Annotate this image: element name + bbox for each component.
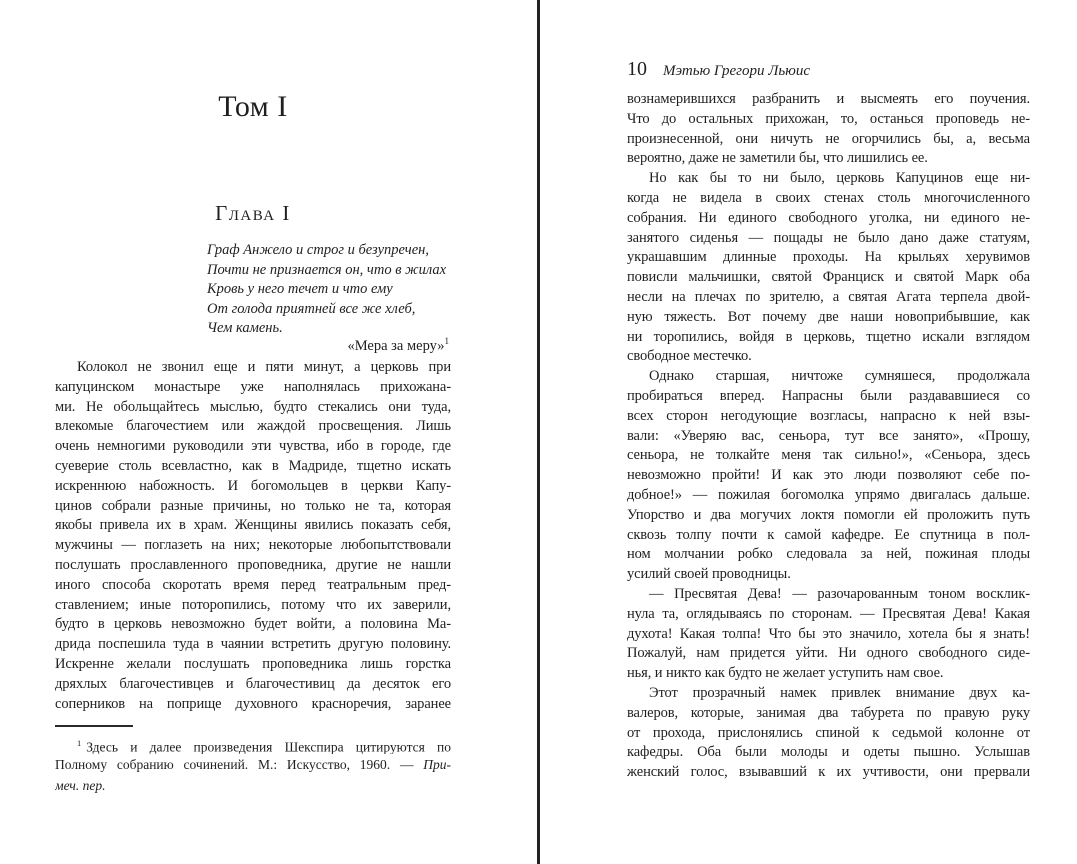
body-line: дряхлых благочестивцев и благочестивиц да десяток его bbox=[55, 675, 451, 692]
body-line: украшавшим длинные проходы. На крыльях херувимов bbox=[627, 249, 1030, 266]
running-title: Мэтью Грегори Льюис bbox=[663, 63, 810, 79]
paragraph bbox=[627, 585, 1030, 684]
body-line: собрания. Ни единого свободного уголка, ни единого не- bbox=[627, 209, 1030, 226]
body-line: мужчины — поглазеть на них; некоторые любопытствовали bbox=[55, 537, 451, 554]
epigraph-line: От голода приятней все же хлеб, bbox=[207, 300, 416, 317]
body-line: Что до остальных прихожан, то, останься проповедь не- bbox=[627, 110, 1030, 127]
body-line: ном молчании робко следовала за ней, пожиная плоды bbox=[627, 546, 1030, 563]
footnote-rule bbox=[55, 725, 133, 727]
body-line: сеньора, не толкайте меня так сильно!», «Сеньора, здесь bbox=[627, 447, 1030, 464]
footnote-marker: 1 bbox=[77, 738, 82, 748]
body-line: ни торопились, войдя в церковь, тщетно искали взглядом bbox=[627, 328, 1030, 345]
page-divider bbox=[537, 0, 540, 864]
epigraph-source bbox=[55, 336, 449, 355]
body-line: несли на плечах по зрителю, а святая Агата терпела двой- bbox=[627, 288, 1030, 305]
epigraph-source-text: «Мера за меру» bbox=[347, 337, 445, 354]
footnote-line: Полному собранию сочинений. М.: Искусство, 1960. — При- bbox=[55, 757, 451, 772]
footnote-italic-text: При- bbox=[423, 757, 451, 772]
body-line: Искренне желали послушать проповедника лишь горстка bbox=[55, 655, 451, 672]
body-line: Однако старшая, ничтоже сумняшеся, продолжала bbox=[649, 368, 1030, 385]
body-line: ставлением; иные поторопились, потому что их заверили, bbox=[55, 596, 451, 613]
body-line: вознамерившихся разбранить и высмеять его поучения. bbox=[627, 91, 1030, 107]
body-line: когда не видела в своих стенах столь многочисленного bbox=[627, 189, 1030, 206]
body-line: Упорство и два могучих локтя помогли ей проложить путь bbox=[627, 506, 1030, 523]
body-line: вали: «Уверяю вас, сеньора, тут все занято», «Прошу, bbox=[627, 427, 1030, 444]
footnote-line bbox=[55, 775, 451, 796]
body-line: нула та, оглядываясь по сторонам. — Пресвятая Дева! Какая bbox=[627, 605, 1030, 622]
body-line: будто в церковь невозможно будет войти, а половина Ма- bbox=[55, 616, 451, 633]
paragraph bbox=[627, 169, 1030, 367]
paragraph bbox=[627, 684, 1030, 783]
left-page-body bbox=[55, 358, 451, 714]
body-line: усилий своей проводницы. bbox=[627, 566, 791, 583]
body-line: вероятно, даже не заметили бы, что лишились ее. bbox=[627, 150, 928, 167]
body-line: якобы привела их в храм. Женщины явились показать себя, bbox=[55, 517, 451, 534]
epigraph-line: Почти не признается он, что в жилах bbox=[207, 261, 447, 278]
body-line: очень немногими руководили эти чувства, ибо в городе, где bbox=[55, 438, 451, 455]
body-line: добное!» — пожилая богомолка упрямо двигалась дальше. bbox=[627, 486, 1030, 503]
body-line: нья, и никто как будто не желает уступить нам свое. bbox=[627, 665, 944, 682]
body-line: ми. Не обольщайтесь мыслью, будто стекались они туда, bbox=[55, 398, 451, 415]
body-line: Колокол не звонил еще и пяти минут, а церковь при bbox=[77, 359, 451, 375]
footnote-line: $^1$ Здесь и далее произведения Шекспира цитируются по bbox=[77, 738, 451, 754]
body-line: Этот прозрачный намек привлек внимание двух ка- bbox=[649, 684, 1030, 701]
body-line: иного способа скоротать время перед театральным пред- bbox=[55, 576, 451, 593]
body-line: цинов собрали разные причины, но только не та, которая bbox=[55, 497, 451, 514]
body-line: ную тяжесть. Вот почему две наши новоприбывшие, как bbox=[627, 308, 1030, 325]
footnote-italic-text: меч. пер. bbox=[55, 778, 106, 793]
body-line: Но как бы то ни было, церковь Капуцинов еще ни- bbox=[649, 170, 1030, 187]
epigraph-line: Кровь у него течет и что ему bbox=[207, 281, 393, 297]
body-line: невозможно пройти! И как это люди позволяют себе по- bbox=[627, 467, 1030, 484]
body-line: произнесенной, они ничуть не огорчились бы, а, весьма bbox=[627, 130, 1030, 147]
body-line: валеров, которые, занимая два табурета по правую руку bbox=[627, 704, 1030, 721]
paragraph bbox=[627, 90, 1030, 169]
body-line: суеверие столь всевластно, как в Мадриде, тщетно искать bbox=[55, 457, 451, 474]
body-line: женский голос, взывавший к их учтивости, они прервали bbox=[627, 764, 1030, 781]
footnote-ref-mark: 1 bbox=[444, 336, 449, 346]
page-header bbox=[627, 58, 1030, 81]
body-line: повисли мальчишки, святой Франциск и святой Марк оба bbox=[627, 269, 1030, 286]
body-line: занятого сиденья — пощады не было дано даже статуям, bbox=[627, 229, 1030, 246]
page-left bbox=[55, 0, 451, 864]
body-line: дрида поспешила туда в чаянии встретить другую половину. bbox=[55, 636, 451, 653]
epigraph-line: Граф Анжело и строг и безупречен, bbox=[207, 242, 429, 258]
epigraph bbox=[207, 241, 451, 339]
body-line: всех сторон негодующие возгласы, напрасно к ней взы- bbox=[627, 407, 1030, 424]
body-line: влекомые благочестием или жаждой просвещения. Лишь bbox=[55, 418, 451, 435]
paragraph bbox=[627, 367, 1030, 585]
body-line: духота! Какая толпа! Что бы это значило, хотела бы я знать! bbox=[627, 625, 1030, 642]
body-line: сквозь толпу почти к самой кафедре. Ее спутница в пол- bbox=[627, 526, 1030, 543]
body-line: свободное местечко. bbox=[627, 348, 752, 365]
epigraph-line: Чем камень. bbox=[207, 320, 283, 336]
body-line: послушать прославленного проповедника, другие не нашли bbox=[55, 556, 451, 573]
page-right bbox=[627, 0, 1030, 864]
footnote bbox=[55, 733, 451, 796]
chapter-title: Глава I bbox=[215, 201, 291, 225]
body-line: пробираться вперед. Напрасны были раздававшиеся со bbox=[627, 387, 1030, 404]
volume-title: Том I bbox=[218, 90, 288, 123]
page-number: 10 bbox=[627, 58, 647, 80]
body-line: соперников на поприще духовного красноречия, заранее bbox=[55, 695, 451, 712]
body-line: искреннюю набожность. И богомольцев в церкви Капу- bbox=[55, 477, 451, 494]
paragraph bbox=[55, 358, 451, 714]
body-line: капуцинском монастыре уже наполнялась прихожана- bbox=[55, 378, 451, 395]
body-line: от прохода, прислонялись спиной к седьмой колонне от bbox=[627, 724, 1030, 741]
body-line: — Пресвятая Дева! — разочарованным тоном восклик- bbox=[649, 585, 1030, 602]
right-page-body bbox=[627, 90, 1030, 783]
body-line: кафедры. Оба были молоды и одеты пышно. Услышав bbox=[627, 744, 1030, 761]
body-line: Пожалуй, нам придется уйти. Ни одного свободного сиде- bbox=[627, 645, 1030, 662]
